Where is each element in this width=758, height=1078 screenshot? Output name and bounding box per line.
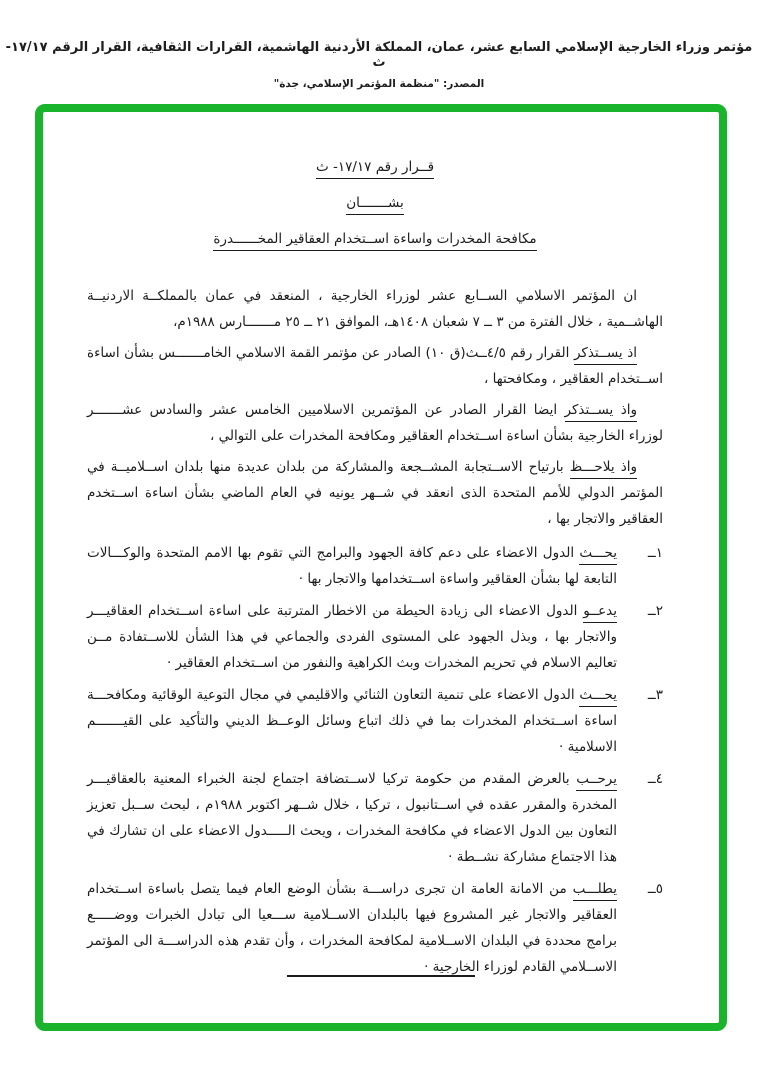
- closing-rule: [287, 975, 475, 977]
- preamble-paragraph-2: [87, 340, 663, 392]
- resolution-item-5: [87, 876, 663, 980]
- resolution-item-3: [87, 682, 663, 760]
- paragraph-lead-underline: اذ يســتذكر: [574, 345, 637, 365]
- item-number: ٢ــ: [647, 603, 663, 619]
- item-lead-underline: يحـــث: [579, 545, 617, 565]
- resolution-document: [43, 112, 719, 1023]
- item-text: بالعرض المقدم من حكومة تركيا لاســتضافة اجتماع لجنة الخبراء المعنية بالعقاقيـــر المخدرة والمقرر عقده في اســتانبول ، تركيا ، خلال شــهر اكتوبر ١٩٨٨م ، لبحث ســبل تعزيز التعاون بين الدول الاعضاء في مكافحة المخدرات ، ويحث الـــــدول الاعضاء على ان تشارك في هذا الاجتماع مشاركة نشــطة ·: [87, 771, 617, 865]
- green-border-frame: [35, 104, 727, 1031]
- item-text: الدول الاعضاء على تنمية التعاون الثنائي والاقليمي في مجال التوعية الوقائية ومكافحـــة اساءة اســتخدام المخدرات بما في ذلك اتباع وسائل الوعــظ الديني والتأكيد على القيـــــــم الاسلامية ·: [87, 687, 617, 755]
- item-text: الدول الاعضاء الى زيادة الحيطة من الاخطار المترتبة على اساءة اســتخدام العقاقيـــر والاتجار بها ، وبذل الجهود على المستوى الفردى والجماعي في هذا الشأن للاســتفادة مــن تعاليم الاسلام في تحريم المخدرات وبث الكراهية والنفور من اســتخدام العقاقير ·: [87, 603, 617, 671]
- item-text: من الامانة العامة ان تجرى دراســـة بشأن الوضع العام فيما يتصل باساءة اســتخدام العقاقير والاتجار غير المشروع فيها بالبلدان الاســلامية ســـعيا الى تبادل الخبرات ووضـــــع برامج محددة في البلدان الاســلامية لمكافحة المخدرات ، وأن تقدم هذه الدراســـة الى المؤتمر الاســلامي القادم لوزراء الخارجية ·: [87, 881, 617, 975]
- item-text: الدول الاعضاء على دعم كافة الجهود والبرامج التي تقوم بها الامم المتحدة والوكـــالات التابعة لها بشأن العقاقير واساءة اســتخدامها والاتجار بها ·: [87, 545, 617, 587]
- item-lead-underline: يحـــث: [579, 687, 617, 707]
- item-lead-underline: يرحــب: [576, 771, 617, 791]
- paragraph-text: القرار رقم ٤/٥ــث(ق ١٠) الصادر عن مؤتمر القمة الاسلامي الخامـــــــس بشأن اساءة اســتخدام العقاقير ، ومكافحتها ،: [87, 345, 663, 387]
- resolution-item-1: [87, 540, 663, 592]
- paragraph-lead-underline: واذ يســتذكر: [565, 402, 637, 422]
- item-lead-underline: يدعــو: [583, 603, 617, 623]
- header-source-line: المصدر: "منظمة المؤتمر الإسلامي، جدة": [273, 78, 485, 90]
- item-number: ٣ــ: [647, 687, 663, 703]
- paragraph-text: بارتياح الاســتجابة المشــجعة والمشاركة من بلدان عديدة منها بلدان اســلاميــة في المؤتمر الدولي للأمم المتحدة الذى انعقد في شــهر يونيه في العام الماضي بشأن اساءة اســتخدم العقاقير والاتجار بها ،: [87, 459, 663, 527]
- title-subject-line: مكافحة المخدرات واساءة اســتخدام العقاقير المخــــــدرة: [87, 226, 663, 253]
- resolution-title-block: [87, 154, 663, 253]
- item-body: [87, 598, 617, 676]
- item-body: [87, 540, 617, 592]
- item-body: [87, 766, 617, 870]
- item-body: [87, 682, 617, 760]
- header-citation-line: مؤتمر وزراء الخارجية الإسلامي السابع عشر، عمان، المملكة الأردنية الهاشمية، القرارات الثقافية، القرار الرقم ١٧/١٧-ث: [5, 40, 753, 70]
- resolution-number-title: قــرار رقم ١٧/١٧- ث: [87, 154, 663, 181]
- paragraph-lead-underline: واذ يلاحـــظ: [570, 459, 637, 479]
- catalog-header: [0, 40, 758, 90]
- resolution-item-4: [87, 766, 663, 870]
- resolution-item-2: [87, 598, 663, 676]
- title-subject-word: بشـــــــان: [87, 190, 663, 217]
- preamble-paragraph-4: [87, 454, 663, 532]
- paragraph-text: ان المؤتمر الاسلامي الســابع عشر لوزراء الخارجية ، المنعقد في عمان بالمملكــة الاردنيــة الهاشــمية ، خلال الفترة من ٣ ــ ٧ شعبان ١٤٠٨هـ، الموافق ٢١ ــ ٢٥ مـــــــارس ١٩٨٨م،: [87, 288, 663, 330]
- item-number: ١ــ: [647, 545, 663, 561]
- preamble-paragraph-3: [87, 397, 663, 449]
- item-number: ٥ــ: [647, 881, 663, 897]
- preamble-paragraph-1: [87, 283, 663, 335]
- item-lead-underline: يطلـــب: [573, 881, 617, 901]
- item-number: ٤ــ: [647, 771, 663, 787]
- item-body: [87, 876, 617, 980]
- paragraph-text: ايضا القرار الصادر عن المؤتمرين الاسلاميين الخامس عشر والسادس عشـــــــر لوزراء الخارجية بشأن اساءة اســتخدام العقاقير ومكافحة المخدرات على التوالي ،: [87, 402, 663, 444]
